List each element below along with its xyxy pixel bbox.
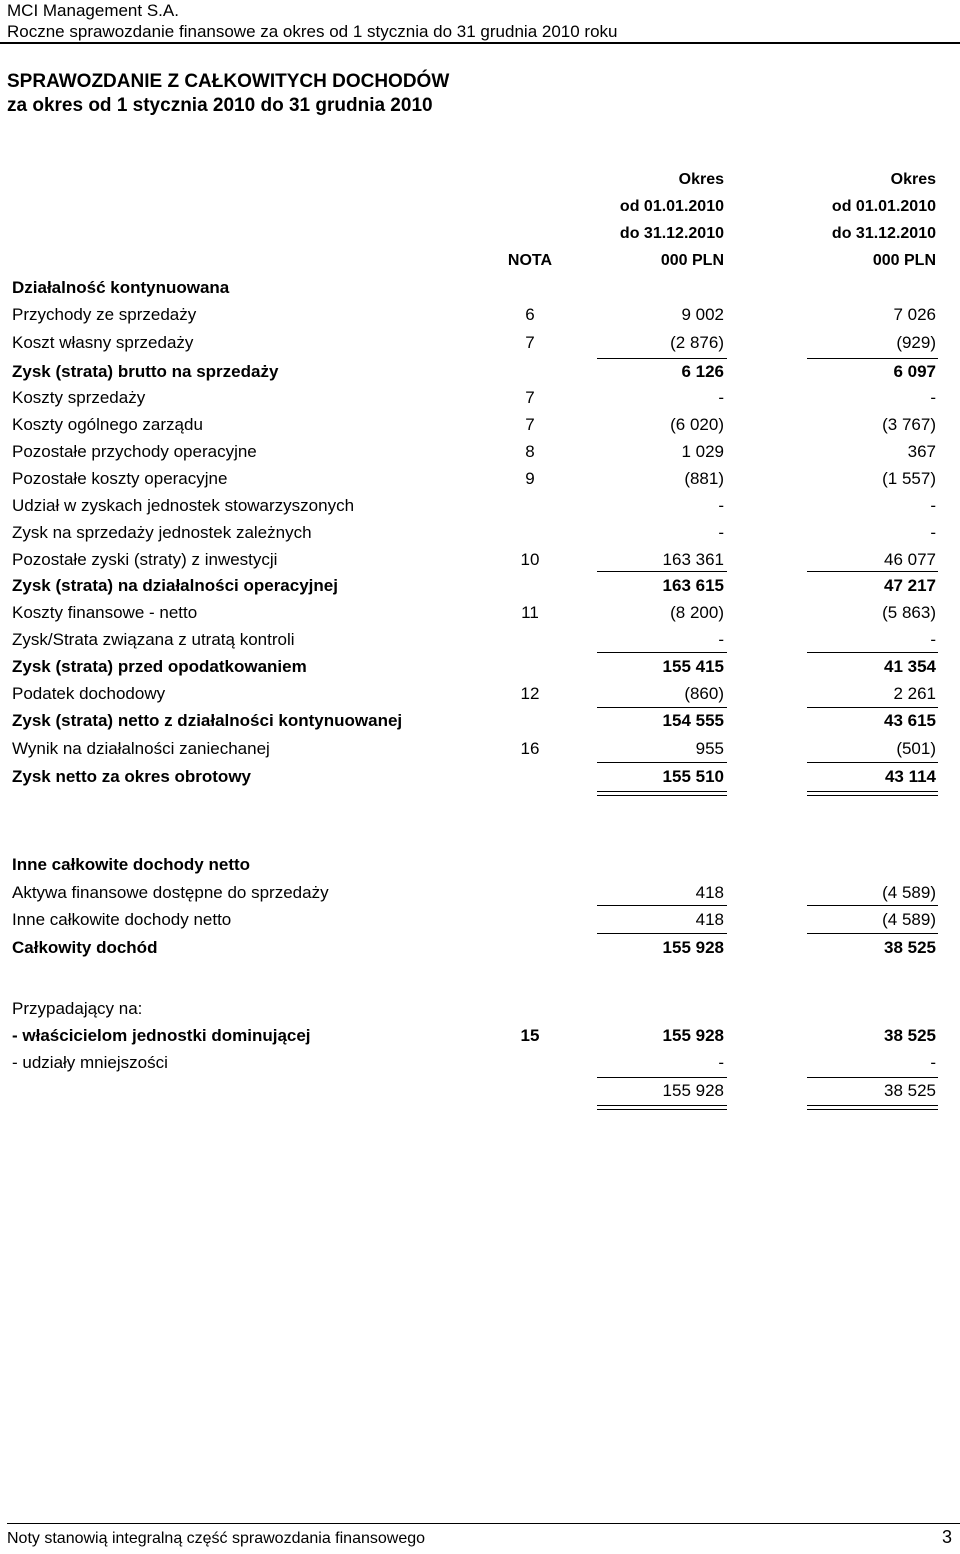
col1-to: do 31.12.2010 bbox=[619, 225, 724, 242]
value-2010-col1: 155 928 bbox=[662, 938, 724, 957]
page-number: 3 bbox=[941, 1527, 952, 1547]
table-row bbox=[0, 362, 960, 389]
value-2010-col1: - bbox=[718, 523, 724, 542]
value-2010-col2: (4 589) bbox=[882, 883, 936, 902]
row-nota: 15 bbox=[520, 1026, 540, 1045]
row-label: Pozostałe koszty operacyjne bbox=[12, 469, 228, 488]
value-2010-col1: (860) bbox=[684, 684, 724, 703]
rule bbox=[807, 707, 938, 708]
row-nota: 12 bbox=[520, 684, 540, 703]
col2-from: od 01.01.2010 bbox=[831, 198, 936, 215]
row-label: Pozostałe zyski (straty) z inwestycji bbox=[12, 550, 278, 569]
rule bbox=[597, 905, 727, 906]
rule bbox=[597, 933, 727, 934]
row-label: - właścicielom jednostki dominującej bbox=[12, 1026, 311, 1045]
table-row bbox=[0, 496, 960, 523]
rule bbox=[807, 1077, 938, 1078]
table-row bbox=[0, 415, 960, 442]
rule bbox=[807, 905, 938, 906]
row-label: Zysk (strata) netto z działalności kontynuowanej bbox=[12, 711, 403, 730]
value-2010-col2: 367 bbox=[907, 442, 936, 461]
value-2010-col2: - bbox=[930, 630, 936, 649]
row-label: Udział w zyskach jednostek stowarzyszonych bbox=[12, 496, 355, 515]
value-2010-col1: 955 bbox=[695, 739, 724, 758]
value-2010-col1: 155 415 bbox=[662, 657, 724, 676]
rule bbox=[597, 707, 727, 708]
rule bbox=[807, 933, 938, 934]
row-label: Aktywa finansowe dostępne do sprzedaży bbox=[12, 883, 329, 902]
col2-to: do 31.12.2010 bbox=[831, 225, 936, 242]
col1-from: od 01.01.2010 bbox=[619, 198, 724, 215]
oci-heading bbox=[0, 855, 960, 882]
value-2010-col1: (2 876) bbox=[670, 333, 724, 352]
value-2010-col2: (929) bbox=[896, 333, 936, 352]
value-2010-col1: 163 615 bbox=[662, 576, 724, 595]
row-nota: 7 bbox=[525, 415, 535, 434]
header-rule bbox=[0, 42, 960, 44]
value-2010-col2: 38 525 bbox=[884, 1026, 936, 1045]
value-2010-col2: 46 077 bbox=[884, 550, 936, 569]
row-label: Inne całkowite dochody netto bbox=[12, 910, 232, 929]
rule bbox=[597, 652, 727, 653]
value-2010-col1: 6 126 bbox=[681, 362, 724, 381]
statement-title-line1: SPRAWOZDANIE Z CAŁKOWITYCH DOCHODÓW bbox=[7, 71, 450, 92]
row-label: Wynik na działalności zaniechanej bbox=[12, 739, 270, 758]
row-label: Koszt własny sprzedaży bbox=[12, 333, 194, 352]
col1-unit: 000 PLN bbox=[660, 252, 724, 269]
value-2010-col1: 1 029 bbox=[681, 442, 724, 461]
value-2010-col2: - bbox=[930, 388, 936, 407]
value-2010-col2: 38 525 bbox=[884, 938, 936, 957]
value-2010-col1: 155 510 bbox=[662, 767, 724, 786]
row-label: Koszty sprzedaży bbox=[12, 388, 146, 407]
row-label: Zysk (strata) przed opodatkowaniem bbox=[12, 657, 307, 676]
row-label: - udziały mniejszości bbox=[12, 1053, 168, 1072]
value-2010-col2: 47 217 bbox=[884, 576, 936, 595]
table-row bbox=[0, 657, 960, 684]
row-label: Zysk/Strata związana z utratą kontroli bbox=[12, 630, 295, 649]
row-label: Zysk na sprzedaży jednostek zależnych bbox=[12, 523, 312, 542]
value-2010-col1: 155 928 bbox=[662, 1081, 724, 1100]
value-2010-col2: 38 525 bbox=[884, 1081, 936, 1100]
row-nota: 8 bbox=[525, 442, 535, 461]
rule bbox=[807, 1105, 938, 1106]
value-2010-col2: 2 261 bbox=[893, 684, 936, 703]
row-nota: 16 bbox=[520, 739, 540, 758]
table-row bbox=[0, 938, 960, 965]
value-2010-col1: - bbox=[718, 1053, 724, 1072]
statement-title bbox=[7, 70, 449, 118]
rule bbox=[807, 358, 938, 359]
rule bbox=[597, 1109, 727, 1110]
rule bbox=[807, 652, 938, 653]
report-title: Roczne sprawozdanie finansowe za okres od 1 stycznia do 31 grudnia 2010 roku bbox=[7, 22, 618, 41]
value-2010-col2: - bbox=[930, 496, 936, 515]
footer-note: Noty stanowią integralną część sprawozdania finansowego bbox=[7, 1530, 426, 1547]
rule bbox=[807, 571, 938, 572]
col1-okres: Okres bbox=[678, 171, 724, 188]
table-row bbox=[0, 523, 960, 550]
row-nota: 7 bbox=[525, 333, 535, 352]
oci-heading-text: Inne całkowite dochody netto bbox=[12, 855, 251, 874]
row-label: Koszty ogólnego zarządu bbox=[12, 415, 203, 434]
table-row bbox=[0, 550, 960, 577]
table-row bbox=[0, 388, 960, 415]
row-nota: 11 bbox=[521, 603, 539, 622]
row-nota: 7 bbox=[525, 388, 535, 407]
rule bbox=[597, 571, 727, 572]
row-label: Koszty finansowe - netto bbox=[12, 603, 198, 622]
value-2010-col1: (881) bbox=[684, 469, 724, 488]
value-2010-col2: 43 114 bbox=[884, 767, 936, 786]
company-name: MCI Management S.A. bbox=[7, 1, 179, 20]
rule bbox=[807, 795, 938, 796]
document-header bbox=[7, 0, 960, 42]
rule bbox=[807, 762, 938, 763]
table-row bbox=[0, 1053, 960, 1080]
value-2010-col1: 154 555 bbox=[662, 711, 724, 730]
row-label: Zysk (strata) na działalności operacyjnej bbox=[12, 576, 338, 595]
value-2010-col1: - bbox=[718, 496, 724, 515]
value-2010-col2: 6 097 bbox=[893, 362, 936, 381]
rule bbox=[597, 358, 727, 359]
value-2010-col2: - bbox=[930, 523, 936, 542]
value-2010-col1: 155 928 bbox=[662, 1026, 724, 1045]
attrib-heading bbox=[0, 999, 960, 1026]
row-nota: 9 bbox=[525, 469, 535, 488]
table-row bbox=[0, 767, 960, 794]
value-2010-col1: - bbox=[718, 388, 724, 407]
table-row bbox=[0, 1026, 960, 1053]
value-2010-col2: 43 615 bbox=[884, 711, 936, 730]
value-2010-col1: - bbox=[718, 630, 724, 649]
value-2010-col1: 418 bbox=[695, 883, 724, 902]
table-row bbox=[0, 711, 960, 738]
row-nota: 10 bbox=[520, 550, 540, 569]
value-2010-col2: (1 557) bbox=[882, 469, 936, 488]
value-2010-col2: (4 589) bbox=[882, 910, 936, 929]
statement-title-line2: za okres od 1 stycznia 2010 do 31 grudnia 2010 bbox=[7, 95, 433, 116]
row-label: Pozostałe przychody operacyjne bbox=[12, 442, 257, 461]
attrib-heading-text: Przypadający na: bbox=[12, 999, 143, 1018]
col2-unit: 000 PLN bbox=[872, 252, 936, 269]
row-label: Zysk (strata) brutto na sprzedaży bbox=[12, 362, 279, 381]
table-row bbox=[0, 305, 960, 332]
rule bbox=[807, 791, 938, 792]
value-2010-col1: (6 020) bbox=[670, 415, 724, 434]
value-2010-col1: (8 200) bbox=[670, 603, 724, 622]
rule bbox=[597, 791, 727, 792]
row-label: Podatek dochodowy bbox=[12, 684, 166, 703]
row-label: Zysk netto za okres obrotowy bbox=[12, 767, 251, 786]
section-label-text: Działalność kontynuowana bbox=[12, 278, 230, 297]
value-2010-col1: 163 361 bbox=[662, 550, 724, 569]
table-row bbox=[0, 576, 960, 603]
row-label: Całkowity dochód bbox=[12, 938, 158, 957]
table-row bbox=[0, 603, 960, 630]
nota-header: NOTA bbox=[507, 252, 553, 269]
rule bbox=[597, 1077, 727, 1078]
table-row bbox=[0, 469, 960, 496]
table-row bbox=[0, 442, 960, 469]
value-2010-col2: - bbox=[930, 1053, 936, 1072]
rule bbox=[807, 1109, 938, 1110]
rule bbox=[597, 762, 727, 763]
rule bbox=[597, 795, 727, 796]
value-2010-col2: (5 863) bbox=[882, 603, 936, 622]
row-label: Przychody ze sprzedaży bbox=[12, 305, 197, 324]
value-2010-col1: 418 bbox=[695, 910, 724, 929]
row-nota: 6 bbox=[525, 305, 535, 324]
section-label bbox=[0, 278, 960, 305]
footer-rule bbox=[7, 1523, 960, 1524]
table-row bbox=[0, 333, 960, 360]
value-2010-col2: (501) bbox=[896, 739, 936, 758]
col2-okres: Okres bbox=[890, 171, 936, 188]
table-row bbox=[0, 1081, 960, 1108]
value-2010-col2: 41 354 bbox=[884, 657, 936, 676]
value-2010-col1: 9 002 bbox=[681, 305, 724, 324]
value-2010-col2: 7 026 bbox=[893, 305, 936, 324]
value-2010-col2: (3 767) bbox=[882, 415, 936, 434]
rule bbox=[597, 1105, 727, 1106]
